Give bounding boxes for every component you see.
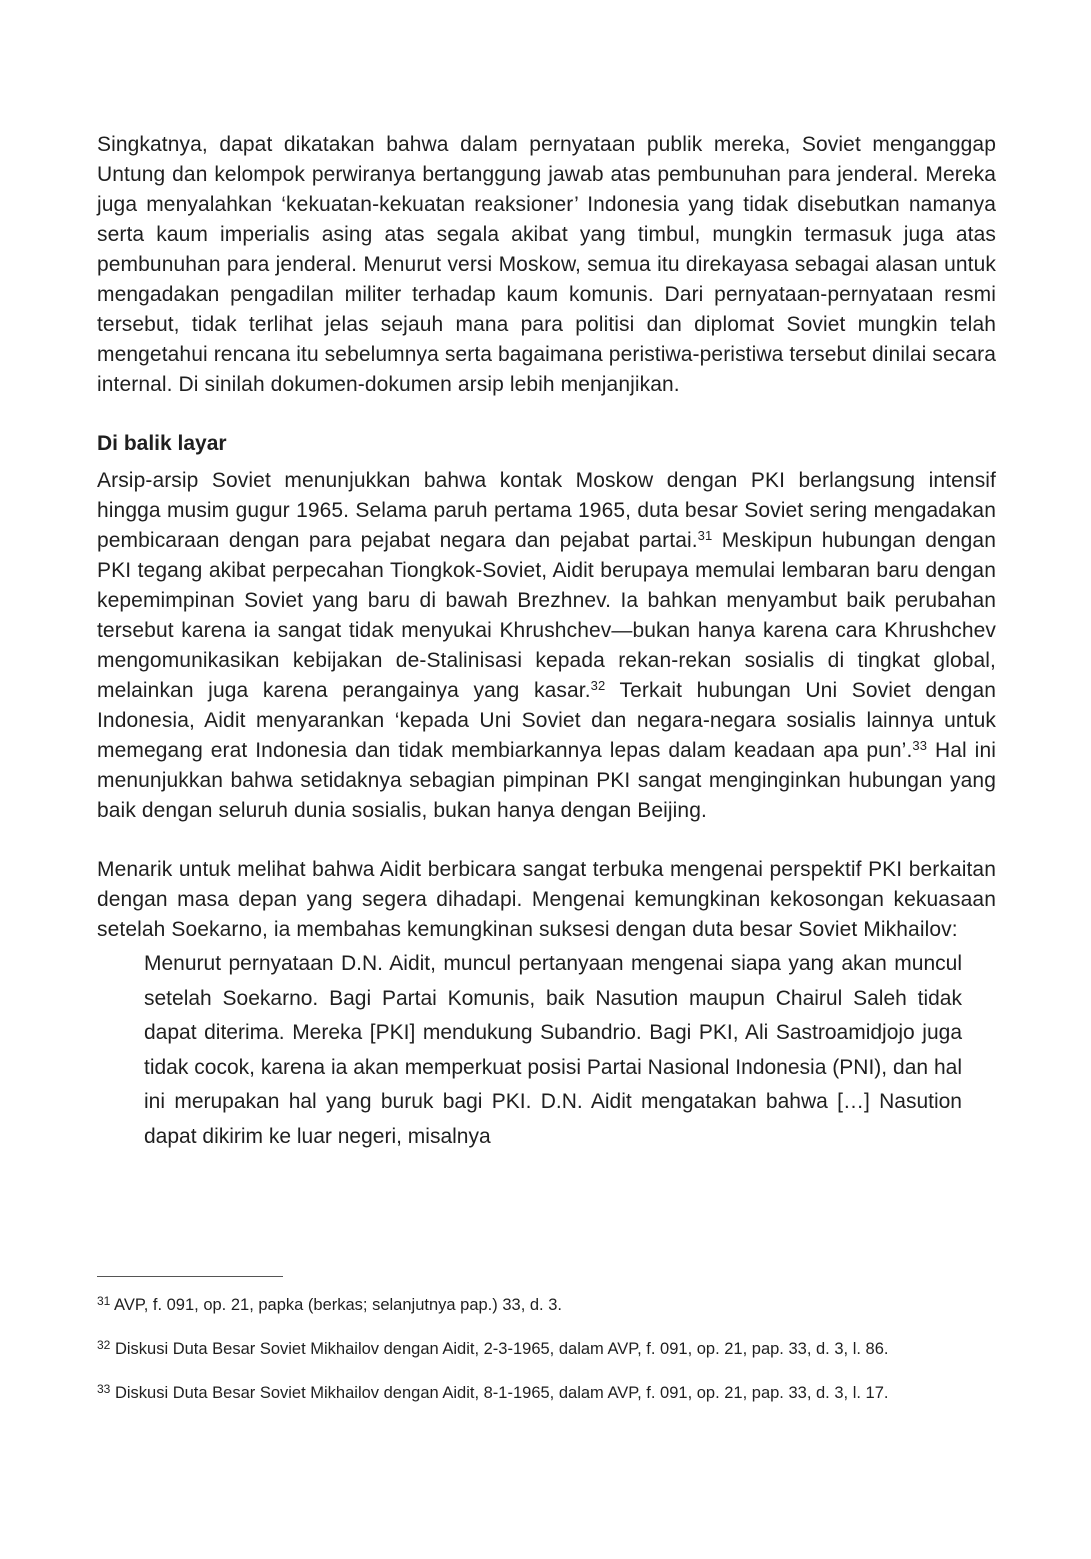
footnote-text: Diskusi Duta Besar Soviet Mikhailov dengan Aidit, 2-3-1965, dalam AVP, f. 091, op. 21, pap. 33, d. 3, l. 86. <box>110 1340 889 1358</box>
paragraph-archives-part-d: Hal ini menunjukkan bahwa setidaknya sebagian pimpinan PKI sangat menginginkan hubungan yang baik dengan seluruh dunia sosialis, bukan hanya dengan Beijing. <box>97 739 996 822</box>
footnote-33 <box>97 1380 996 1406</box>
footnotes <box>97 1292 996 1424</box>
block-quote: Menurut pernyataan D.N. Aidit, muncul pertanyaan mengenai siapa yang akan muncul setelah Soekarno. Bagi Partai Komunis, baik Nasution maupun Chairul Saleh tidak dapat diterima. Mereka [PKI] mendukung Subandrio. Bagi PKI, Ali Sastroamidjojo juga tidak cocok, karena ia akan memperkuat posisi Partai Nasional Indonesia (PNI), dan hal ini merupakan hal yang buruk bagi PKI. D.N. Aidit mengatakan bahwa […] Nasution dapat dikirim ke luar negeri, misalnya <box>144 952 962 1148</box>
footnote-number: 32 <box>97 1338 111 1352</box>
footnote-number: 31 <box>97 1294 111 1308</box>
footnote-text: Diskusi Duta Besar Soviet Mikhailov dengan Aidit, 8-1-1965, dalam AVP, f. 091, op. 21, pap. 33, d. 3, l. 17. <box>110 1384 889 1402</box>
footnote-text: AVP, f. 091, op. 21, papka (berkas; selanjutnya pap.) 33, d. 3. <box>110 1296 562 1314</box>
footnote-32 <box>97 1336 996 1362</box>
paragraph-archives-part-a: Arsip-arsip Soviet menunjukkan bahwa kontak Moskow dengan PKI berlangsung intensif hingga musim gugur 1965. Selama paruh pertama 1965, duta besar Soviet sering mengadakan pembicaraan dengan para pejabat negara dan pejabat partai. <box>97 469 996 552</box>
paragraph-archives-part-c: Terkait hubungan Uni Soviet dengan Indonesia, Aidit menyarankan ‘kepada Uni Soviet dan negara-negara sosialis lainnya untuk memegang erat Indonesia dan tidak membiarkannya lepas dalam keadaan apa pun’. <box>97 679 997 762</box>
footnote-ref-32[interactable]: 32 <box>590 678 606 693</box>
paragraph-archives-part-b: Meskipun hubungan dengan PKI tegang akibat perpecahan Tiongkok-Soviet, Aidit berupaya memulai lembaran baru dengan kepemimpinan Soviet yang baru di bawah Brezhnev. Ia bahkan menyambut baik perubahan tersebut karena ia sangat tidak menyukai Khrushchev—bukan hanya karena cara Khrushchev mengomunikasikan kebijakan de-Stalinisasi kepada rekan-rekan sosialis di tingkat global, melainkan juga karena perangainya yang kasar. <box>97 529 996 702</box>
footnote-ref-33[interactable]: 33 <box>912 738 928 753</box>
paragraph-succession: Menarik untuk melihat bahwa Aidit berbicara sangat terbuka mengenai perspektif PKI berkaitan dengan masa depan yang segera dihadapi. Mengenai kemungkinan kekosongan kekuasaan setelah Soekarno, ia membahas kemungkinan suksesi dengan duta besar Soviet Mikhailov: <box>97 858 996 941</box>
section-heading: Di balik layar <box>97 432 227 455</box>
footnote-31 <box>97 1292 996 1318</box>
page-body <box>97 130 996 1154</box>
paragraph-archives <box>97 466 996 826</box>
paragraph-summary: Singkatnya, dapat dikatakan bahwa dalam pernyataan publik mereka, Soviet menganggap Untung dan kelompok perwiranya bertanggung jawab atas pembunuhan para jenderal. Mereka juga menyalahkan ‘kekuatan-kekuatan reaksioner’ Indonesia yang tidak disebutkan namanya serta kaum imperialis asing atas segala akibat yang timbul, mungkin termasuk juga atas pembunuhan para jenderal. Menurut versi Moskow, semua itu direkayasa sebagai alasan untuk mengadakan pengadilan militer terhadap kaum komunis. Dari pernyataan-pernyataan resmi tersebut, tidak terlihat jelas sejauh mana para politisi dan diplomat Soviet mungkin telah mengetahui rencana itu sebelumnya serta bagaimana peristiwa-peristiwa tersebut dinilai secara internal. Di sinilah dokumen-dokumen arsip lebih menjanjikan. <box>97 133 996 396</box>
footnote-ref-31[interactable]: 31 <box>697 528 713 543</box>
footnote-number: 33 <box>97 1382 111 1396</box>
footnote-divider <box>97 1276 283 1277</box>
